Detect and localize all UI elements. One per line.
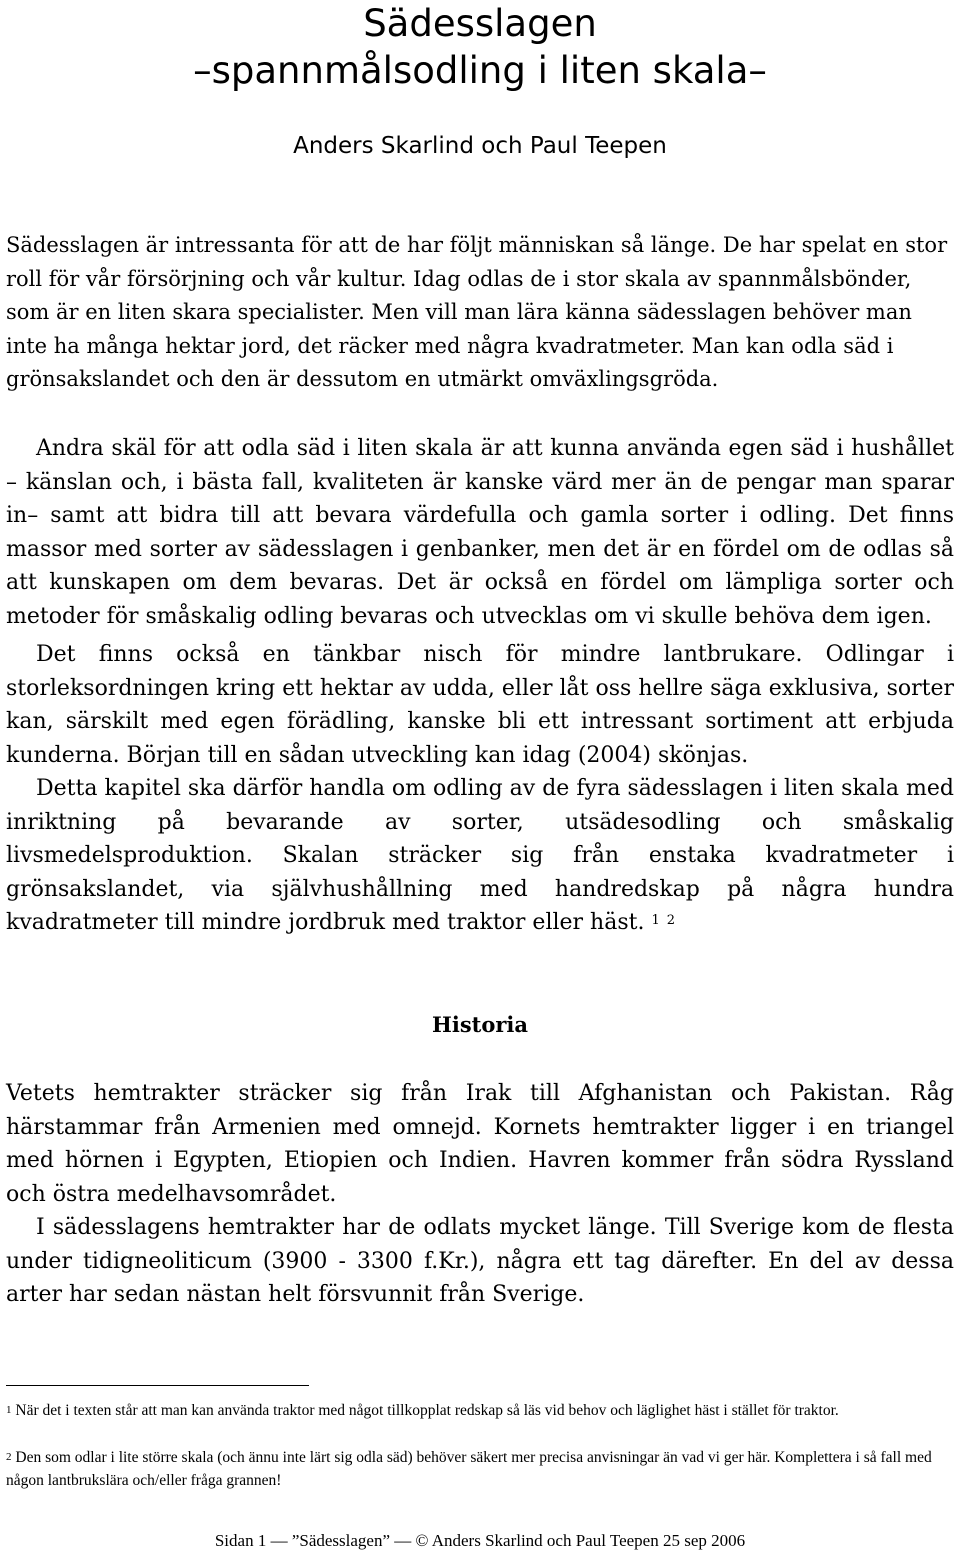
footnote-ref-2[interactable]: 2 [666,913,676,929]
body-paragraph-3 [6,772,954,940]
body-paragraph-1 [6,432,954,634]
body-paragraph-2-text: Det finns också en tänkbar nisch för mindre lantbrukare. Odlingar i storleksordningen kring ett hektar av udda, eller låt oss hellre säga exklusiva, sorter kan, särskilt med egen förädling, kanske bli ett intressant sortiment att erbjuda kunderna. Början till en sådan utveckling kan idag (2004) skönjas. [6,642,954,768]
footnote-2-number: 2 [6,1451,12,1463]
section-heading-historia: Historia [432,1012,528,1037]
history-paragraph-1-text: Vetets hemtrakter sträcker sig från Irak till Afghanistan och Pakistan. Råg härstammar från Armenien med omnejd. Kornets hemtrakter ligger i en triangel med hörnen i Egypten, Etiopien och Indien. Havren kommer från södra Ryssland och östra medelhavsområdet. [6,1081,954,1207]
history-paragraph-1 [6,1077,954,1211]
footnote-1-number: 1 [6,1404,12,1416]
title-line-1: Sädesslagen [363,2,597,45]
footnote-separator [6,1385,309,1386]
title-line-2: –spannmålsodling i liten skala– [193,49,767,92]
body-paragraph-2 [6,638,954,772]
footnote-2-text: Den som odlar i lite större skala (och ännu inte lärt sig odla säd) behöver säkert mer precisa anvisningar än vad vi ger här. Komplettera i så fall med någon lantbrukslära och/eller fråga grannen! [6,1449,932,1489]
body-paragraph-1-text: Andra skäl för att odla säd i liten skala är att kunna använda egen säd i hushållet – känslan och, i bästa fall, kvaliteten är kanske värd mer än de pengar man sparar in– samt att bidra till att bevara värdefulla och gamla sorter i odling. Det finns massor med sorter av sädesslagen i genbanker, men det är en fördel om de odlas så att kunskapen om dem bevaras. Det är också en fördel om lämpliga sorter och metoder för småskalig odling bevaras och utvecklas om vi skulle behöva dem igen. [6,436,954,629]
footnote-2 [6,1446,954,1492]
intro-paragraph: Sädesslagen är intressanta för att de har följt människan så länge. De har spelat en stor roll för vår försörjning och vår kultur. Idag odlas de i stor skala av spannmålsbönder, som är en liten skara specialister. Men vill man lära känna sädesslagen behöver man inte ha många hektar jord, det räcker med några kvadratmeter. Man kan odla säd i grönsakslandet och den är dessutom en utmärkt omväxlingsgröda. [6,233,948,392]
history-paragraph-2-text: I sädesslagens hemtrakter har de odlats mycket länge. Till Sverige kom de flesta under tidigneoliticum (3900 - 3300 f.Kr.), några ett tag därefter. En del av dessa arter har sedan nästan helt försvunnit från Sverige. [6,1215,954,1308]
authors: Anders Skarlind och Paul Teepen [293,133,667,159]
footnote-1-text: När det i texten står att man kan använda traktor med något tillkopplat redskap så läs vid behov och läglighet häst i stället för traktor. [15,1402,839,1419]
body-paragraph-3-text: Detta kapitel ska därför handla om odling av de fyra sädesslagen i liten skala med inriktning på bevarande av sorter, utsädesodling och småskalig livsmedelsproduktion. Skalan sträcker sig från enstaka kvadratmeter i grönsakslandet, via självhushållning med handredskap på några hundra kvadratmeter till mindre jordbruk med traktor eller häst. [6,776,954,936]
footnote-1 [6,1399,954,1422]
history-paragraph-2 [6,1211,954,1312]
page-footer: Sidan 1 — ”Sädesslagen” — © Anders Skarlind och Paul Teepen 25 sep 2006 [214,1531,746,1550]
document-title [0,0,960,94]
footnote-ref-1[interactable]: 1 [651,913,660,929]
